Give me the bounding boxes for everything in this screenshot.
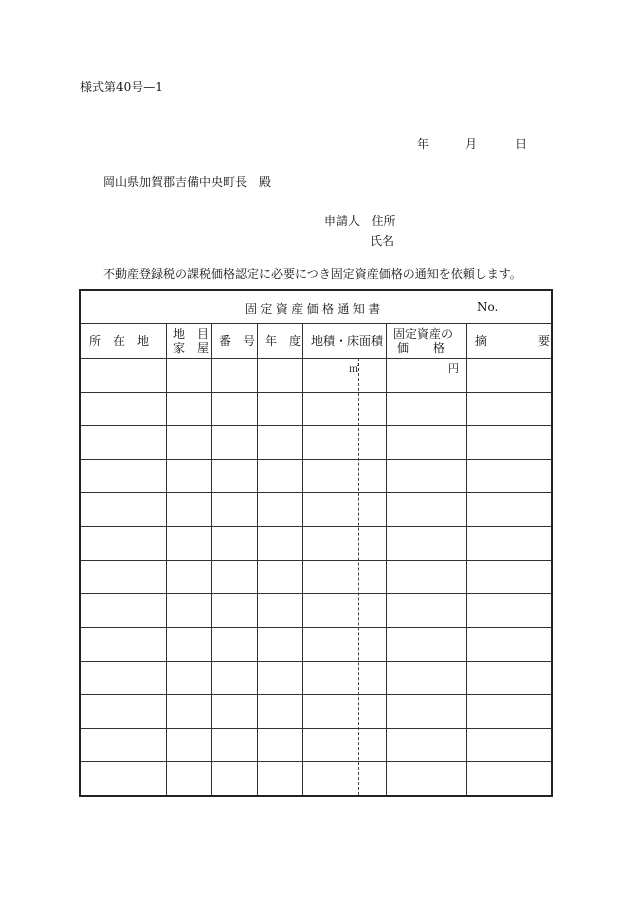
table-row <box>81 627 551 628</box>
header-location: 所 在 地 <box>89 334 150 348</box>
header-building: 家 屋 <box>173 341 210 355</box>
table-row <box>81 560 551 561</box>
date-month-label: 月 <box>465 137 478 151</box>
applicant-name-label: 氏名 <box>370 234 395 248</box>
header-land-category: 地 目 <box>173 327 210 341</box>
number-label: No. <box>477 300 499 314</box>
form-number: 様式第40号—1 <box>80 80 163 94</box>
date-year-label: 年 <box>417 137 430 151</box>
table-row <box>81 358 551 359</box>
table-row <box>81 593 551 594</box>
table-row <box>81 761 551 762</box>
header-remarks-1: 摘 <box>475 334 488 348</box>
price-notice-table <box>79 289 553 797</box>
header-value: 固定資産の <box>393 327 454 341</box>
table-row <box>81 694 551 695</box>
area-unit: ㎡ <box>349 364 359 375</box>
table-row <box>81 661 551 662</box>
table-title-row <box>81 291 551 324</box>
date-day-label: 日 <box>515 137 528 151</box>
table-title: 固定資産価格通知書 <box>245 302 384 316</box>
table-row <box>81 425 551 426</box>
addressee: 岡山県加賀郡吉備中央町長 殿 <box>103 175 272 189</box>
header-lot-number: 番 号 <box>219 334 256 348</box>
table-row <box>81 526 551 527</box>
table-row <box>81 392 551 393</box>
table-row <box>81 459 551 460</box>
header-area: 地積・床面積 <box>311 334 384 348</box>
table-row <box>81 492 551 493</box>
request-text: 不動産登録税の課税価格認定に必要につき固定資産価格の通知を依頼します。 <box>103 267 522 281</box>
applicant-block <box>324 211 395 251</box>
applicant-address-label: 住所 <box>371 214 396 228</box>
applicant-label: 申請人 <box>324 214 361 228</box>
header-remarks-2: 要 <box>538 334 551 348</box>
value-unit: 円 <box>448 362 459 375</box>
header-value-price: 価 格 <box>397 341 446 355</box>
area-decimal-divider <box>358 358 359 795</box>
header-fiscal-year: 年 度 <box>265 334 302 348</box>
date-line <box>417 137 527 151</box>
table-row <box>81 728 551 729</box>
